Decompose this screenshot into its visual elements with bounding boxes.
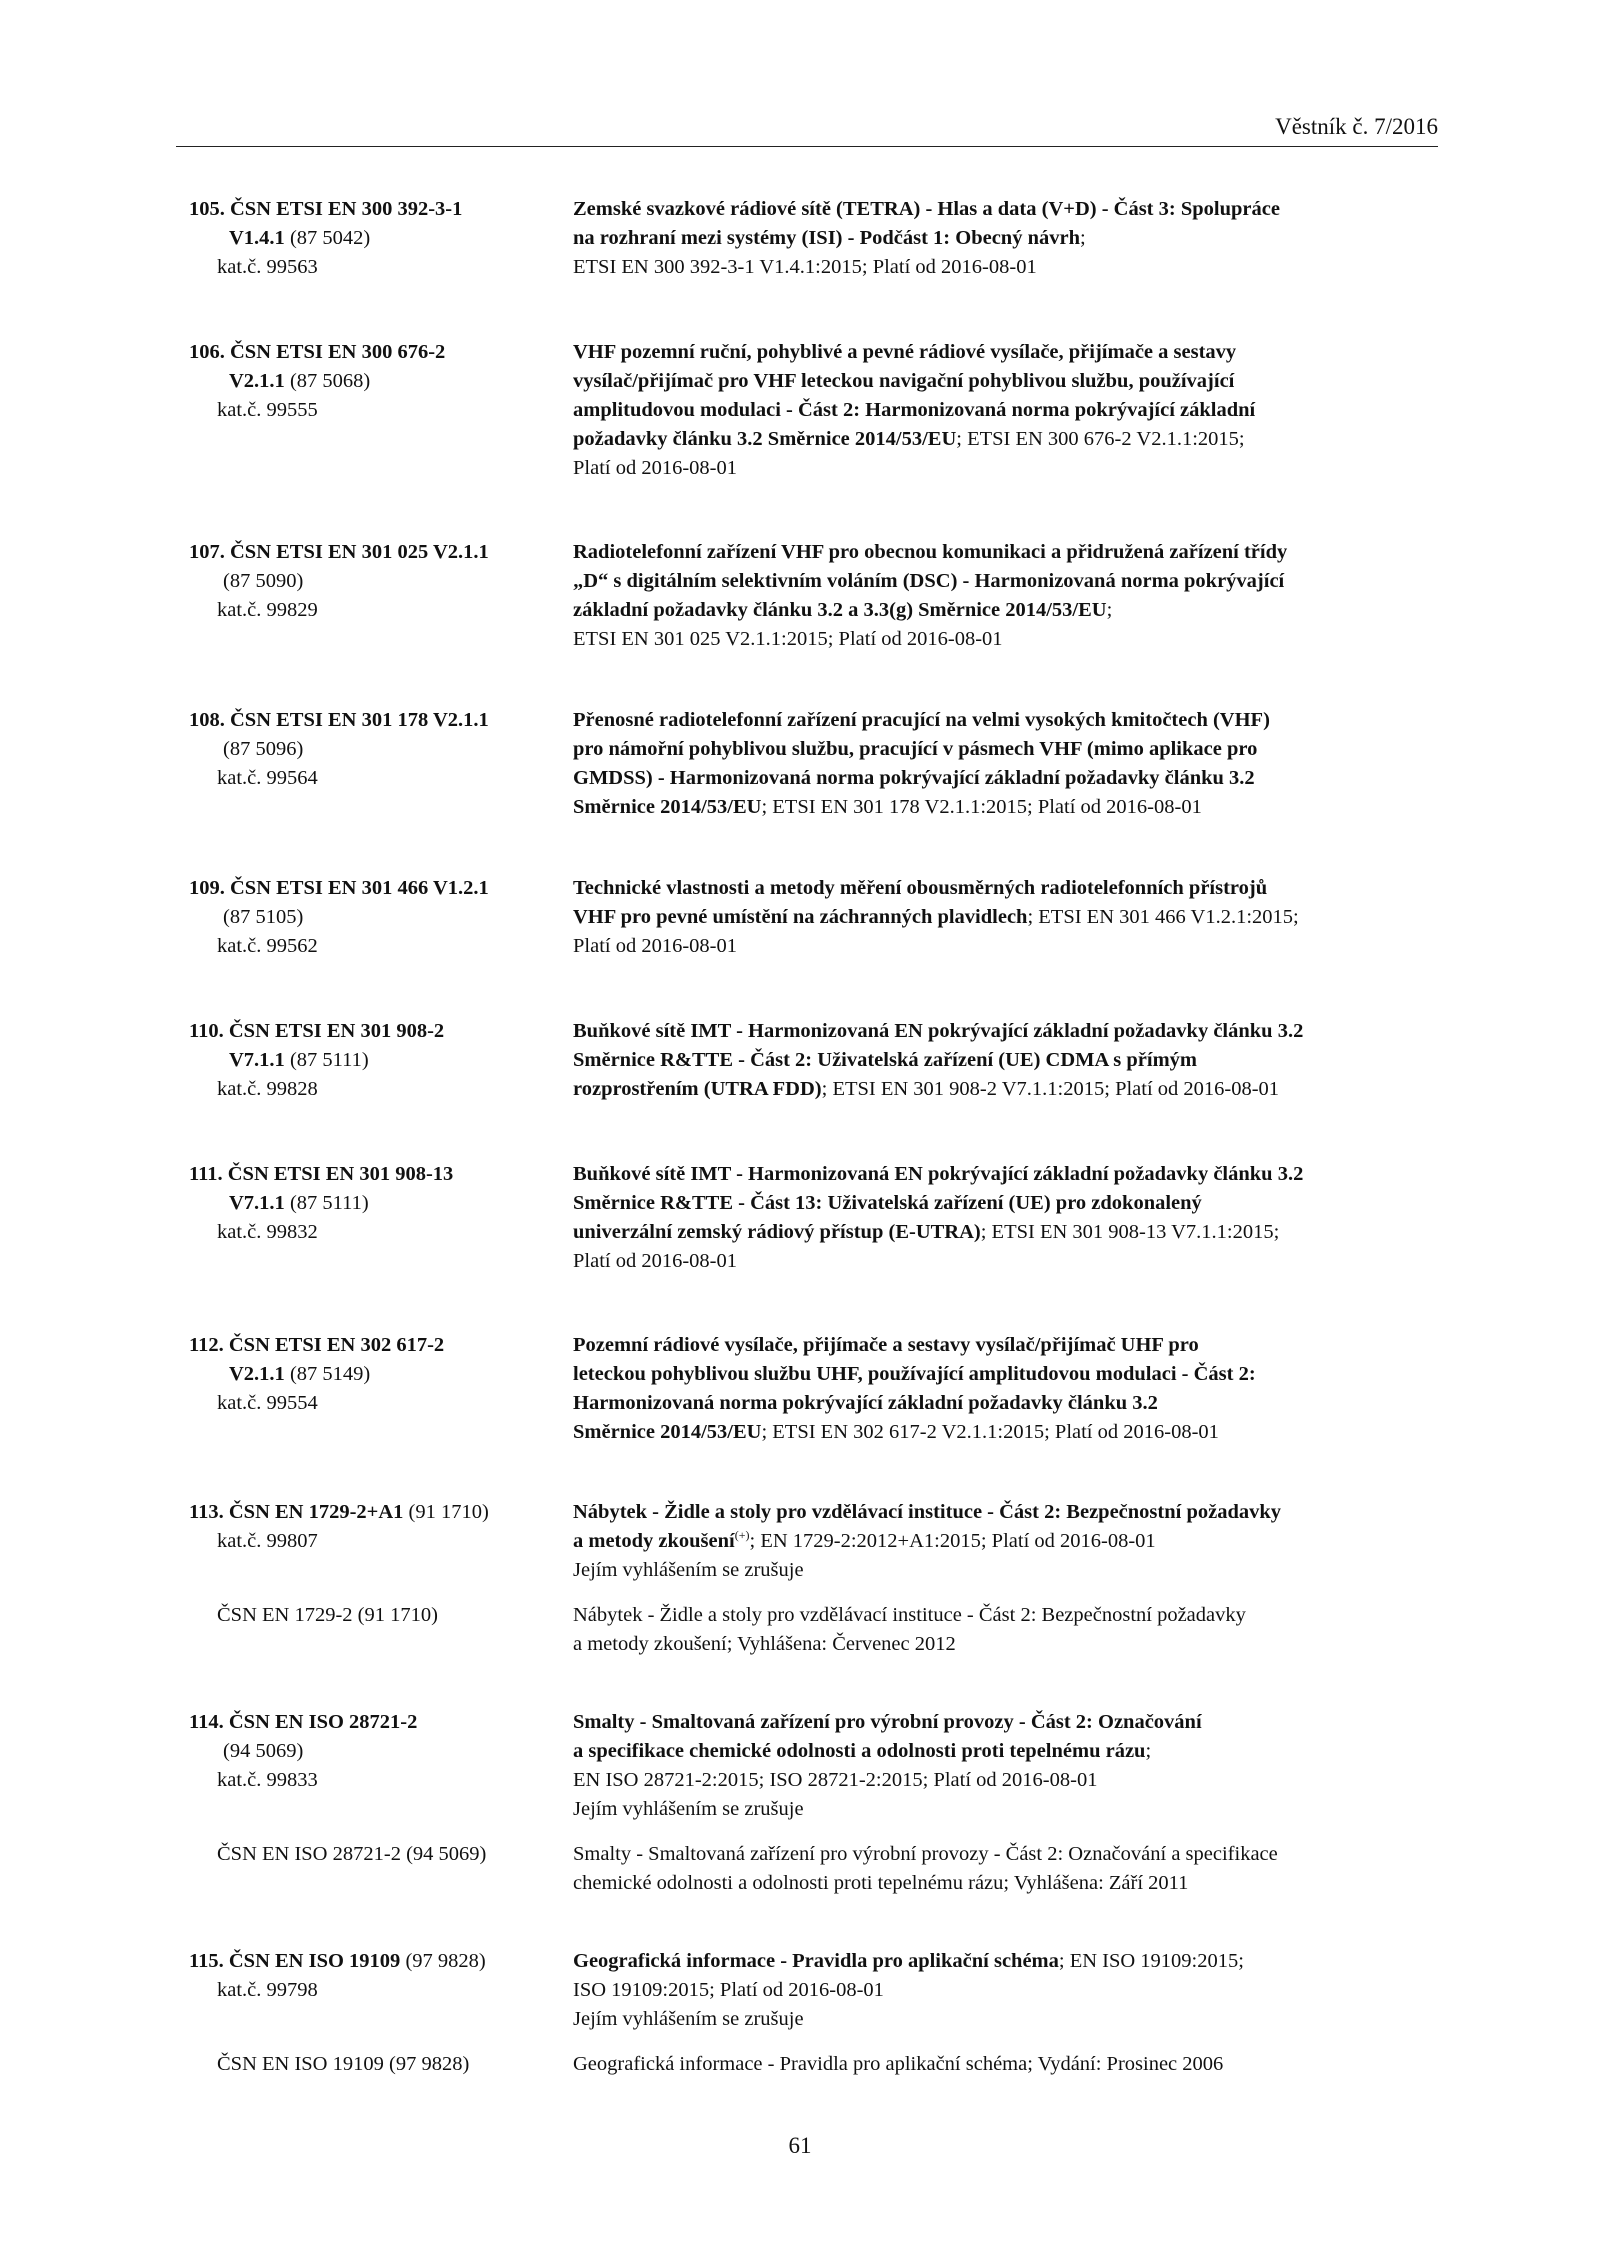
entry-code: (87 5096): [223, 738, 304, 760]
entry-catalog-number: kat.č. 99829: [217, 599, 318, 621]
entry-title-line: rozprostřením (UTRA FDD); ETSI EN 301 908-2 V7.1.1:2015; Platí od 2016-08-01: [573, 1078, 1280, 1100]
entry-title-line: Směrnice 2014/53/EU; ETSI EN 302 617-2 V2.1.1:2015; Platí od 2016-08-01: [573, 1421, 1219, 1443]
withdrawn-title-line: Nábytek - Židle a stoly pro vzdělávací instituce - Část 2: Bezpečnostní požadavky: [573, 1604, 1246, 1626]
entry-title-line: amplitudovou modulaci - Část 2: Harmonizovaná norma pokrývající základní: [573, 399, 1256, 421]
entry-catalog-number: kat.č. 99833: [217, 1769, 318, 1791]
journal-title: Věstník č. 7/2016: [1275, 114, 1438, 139]
entry-title-line: „D“ s digitálním selektivním voláním (DSC) - Harmonizovaná norma pokrývající: [573, 570, 1285, 592]
entry-title-line: Buňkové sítě IMT - Harmonizovaná EN pokrývající základní požadavky článku 3.2: [573, 1163, 1304, 1185]
entry-reference: ISO 19109:2015; Platí od 2016-08-01: [573, 1979, 884, 2001]
entry-title-line: Směrnice 2014/53/EU; ETSI EN 301 178 V2.1.1:2015; Platí od 2016-08-01: [573, 796, 1202, 818]
entry-number-title: 111. ČSN ETSI EN 301 908-13: [189, 1163, 454, 1185]
entry-title-line: Směrnice R&TTE - Část 2: Uživatelská zařízení (UE) CDMA s přímým: [573, 1049, 1198, 1071]
entry-number-title: 112. ČSN ETSI EN 302 617-2: [189, 1334, 445, 1356]
withdrawn-standard: ČSN EN ISO 28721-2 (94 5069): [217, 1843, 487, 1865]
entry-number-title: 105. ČSN ETSI EN 300 392-3-1: [189, 198, 463, 220]
entry-title-line: univerzální zemský rádiový přístup (E-UTRA); ETSI EN 301 908-13 V7.1.1:2015;: [573, 1221, 1280, 1243]
entry-title-line: Harmonizovaná norma pokrývající základní požadavky článku 3.2: [573, 1392, 1158, 1414]
entry-title-line: na rozhraní mezi systémy (ISI) - Podčást 1: Obecný návrh;: [573, 227, 1086, 249]
entry-title-line: Radiotelefonní zařízení VHF pro obecnou komunikaci a přidružená zařízení třídy: [573, 541, 1288, 563]
entry-version: V7.1.1 (87 5111): [229, 1192, 369, 1214]
entry-title-line: Nábytek - Židle a stoly pro vzdělávací instituce - Část 2: Bezpečnostní požadavky: [573, 1501, 1282, 1523]
standard-entry-109: [189, 874, 1449, 961]
withdrawn-title-line: Smalty - Smaltovaná zařízení pro výrobní provozy - Část 2: Označování a specifikace: [573, 1843, 1278, 1865]
withdrawn-title-line: chemické odolnosti a odolnosti proti tepelnému rázu; Vyhlášena: Září 2011: [573, 1872, 1189, 1894]
withdrawn-title-line: a metody zkoušení; Vyhlášena: Červenec 2012: [573, 1633, 956, 1655]
entry-title-line: Smalty - Smaltovaná zařízení pro výrobní provozy - Část 2: Označování: [573, 1711, 1202, 1733]
entry-code: (87 5105): [223, 906, 304, 928]
entry-number-title: 108. ČSN ETSI EN 301 178 V2.1.1: [189, 709, 489, 731]
entry-reference: EN ISO 28721-2:2015; ISO 28721-2:2015; Platí od 2016-08-01: [573, 1769, 1098, 1791]
entry-title-line: Přenosné radiotelefonní zařízení pracující na velmi vysokých kmitočtech (VHF): [573, 709, 1270, 731]
entry-title-line: GMDSS) - Harmonizovaná norma pokrývající základní požadavky článku 3.2: [573, 767, 1255, 789]
withdrawn-standard: ČSN EN ISO 19109 (97 9828): [217, 2053, 470, 2075]
entry-validity: Platí od 2016-08-01: [573, 935, 737, 957]
standard-entry-108: [189, 706, 1449, 822]
entry-number-title: 109. ČSN ETSI EN 301 466 V1.2.1: [189, 877, 489, 899]
entry-version: V2.1.1 (87 5068): [229, 370, 371, 392]
standard-entry-114: [189, 1708, 1449, 1898]
entry-title-line: Pozemní rádiové vysílače, přijímače a sestavy vysílač/přijímač UHF pro: [573, 1334, 1199, 1356]
entry-title-line: VHF pro pevné umístění na záchranných plavidlech; ETSI EN 301 466 V1.2.1:2015;: [573, 906, 1299, 928]
entry-title-line: Technické vlastnosti a metody měření obousměrných radiotelefonních přístrojů: [573, 877, 1268, 899]
entry-number-title: 107. ČSN ETSI EN 301 025 V2.1.1: [189, 541, 489, 563]
entry-catalog-number: kat.č. 99798: [217, 1979, 318, 2001]
entry-catalog-number: kat.č. 99832: [217, 1221, 318, 1243]
entry-number-title: 110. ČSN ETSI EN 301 908-2: [189, 1020, 445, 1042]
standard-entry-115: [189, 1947, 1449, 2079]
entry-title-line: základní požadavky článku 3.2 a 3.3(g) Směrnice 2014/53/EU;: [573, 599, 1113, 621]
standard-entry-107: [189, 538, 1449, 654]
entry-title-line: Geografická informace - Pravidla pro aplikační schéma; EN ISO 19109:2015;: [573, 1950, 1244, 1972]
entry-version: V7.1.1 (87 5111): [229, 1049, 369, 1071]
entry-catalog-number: kat.č. 99828: [217, 1078, 318, 1100]
standard-entry-111: [189, 1160, 1449, 1276]
page-header: [176, 112, 1438, 147]
entry-title-line: a specifikace chemické odolnosti a odolnosti proti tepelnému rázu;: [573, 1740, 1152, 1762]
entry-reference: ETSI EN 301 025 V2.1.1:2015; Platí od 2016-08-01: [573, 628, 1003, 650]
entry-title-line: Směrnice R&TTE - Část 13: Uživatelská zařízení (UE) pro zdokonalený: [573, 1192, 1202, 1214]
entry-catalog-number: kat.č. 99563: [217, 256, 318, 278]
footnote-marker: (+): [734, 1528, 750, 1543]
withdrawal-note: Jejím vyhlášením se zrušuje: [573, 1798, 804, 1820]
withdrawn-standard: ČSN EN 1729-2 (91 1710): [217, 1604, 438, 1626]
entry-title-line: požadavky článku 3.2 Směrnice 2014/53/EU; ETSI EN 300 676-2 V2.1.1:2015;: [573, 428, 1245, 450]
entry-title-line: vysílač/přijímač pro VHF leteckou navigační pohyblivou službu, používající: [573, 370, 1235, 392]
entry-validity: Platí od 2016-08-01: [573, 1250, 737, 1272]
entry-catalog-number: kat.č. 99555: [217, 399, 318, 421]
entry-number-title: 106. ČSN ETSI EN 300 676-2: [189, 341, 446, 363]
standard-entry-113: [189, 1498, 1449, 1659]
entry-catalog-number: kat.č. 99564: [217, 767, 318, 789]
withdrawal-note: Jejím vyhlášením se zrušuje: [573, 1559, 804, 1581]
entry-reference: ETSI EN 300 392-3-1 V1.4.1:2015; Platí od 2016-08-01: [573, 256, 1037, 278]
entry-catalog-number: kat.č. 99807: [217, 1530, 318, 1552]
entry-title-line: pro námořní pohyblivou službu, pracující v pásmech VHF (mimo aplikace pro: [573, 738, 1258, 760]
entry-code: (87 5090): [223, 570, 304, 592]
page-number: 61: [788, 2133, 812, 2158]
entry-title-line: Buňkové sítě IMT - Harmonizovaná EN pokrývající základní požadavky článku 3.2: [573, 1020, 1304, 1042]
standard-entry-110: [189, 1017, 1449, 1104]
entry-version: V2.1.1 (87 5149): [229, 1363, 371, 1385]
entry-number-title: 114. ČSN EN ISO 28721-2: [189, 1711, 418, 1733]
entry-version: V1.4.1 (87 5042): [229, 227, 371, 249]
entry-validity: Platí od 2016-08-01: [573, 457, 737, 479]
standard-entry-106: [189, 338, 1449, 483]
entry-number-title: 115. ČSN EN ISO 19109 (97 9828): [189, 1950, 486, 1972]
withdrawal-note: Jejím vyhlášením se zrušuje: [573, 2008, 804, 2030]
entry-title-line: VHF pozemní ruční, pohyblivé a pevné rádiové vysílače, přijímače a sestavy: [573, 341, 1237, 363]
withdrawn-title-line: Geografická informace - Pravidla pro aplikační schéma; Vydání: Prosinec 2006: [573, 2053, 1224, 2075]
standard-entry-112: [189, 1331, 1449, 1447]
entry-number-title: 113. ČSN EN 1729-2+A1 (91 1710): [189, 1501, 489, 1523]
standard-entry-105: [189, 195, 1449, 282]
entry-catalog-number: kat.č. 99554: [217, 1392, 318, 1414]
entry-catalog-number: kat.č. 99562: [217, 935, 318, 957]
entry-title-line: a metody zkoušení(+); EN 1729-2:2012+A1:2015; Platí od 2016-08-01: [573, 1528, 1156, 1552]
entry-code: (94 5069): [223, 1740, 304, 1762]
entry-title-line: Zemské svazkové rádiové sítě (TETRA) - Hlas a data (V+D) - Část 3: Spolupráce: [573, 198, 1280, 220]
entry-title-line: leteckou pohyblivou službu UHF, používající amplitudovou modulaci - Část 2:: [573, 1363, 1256, 1385]
